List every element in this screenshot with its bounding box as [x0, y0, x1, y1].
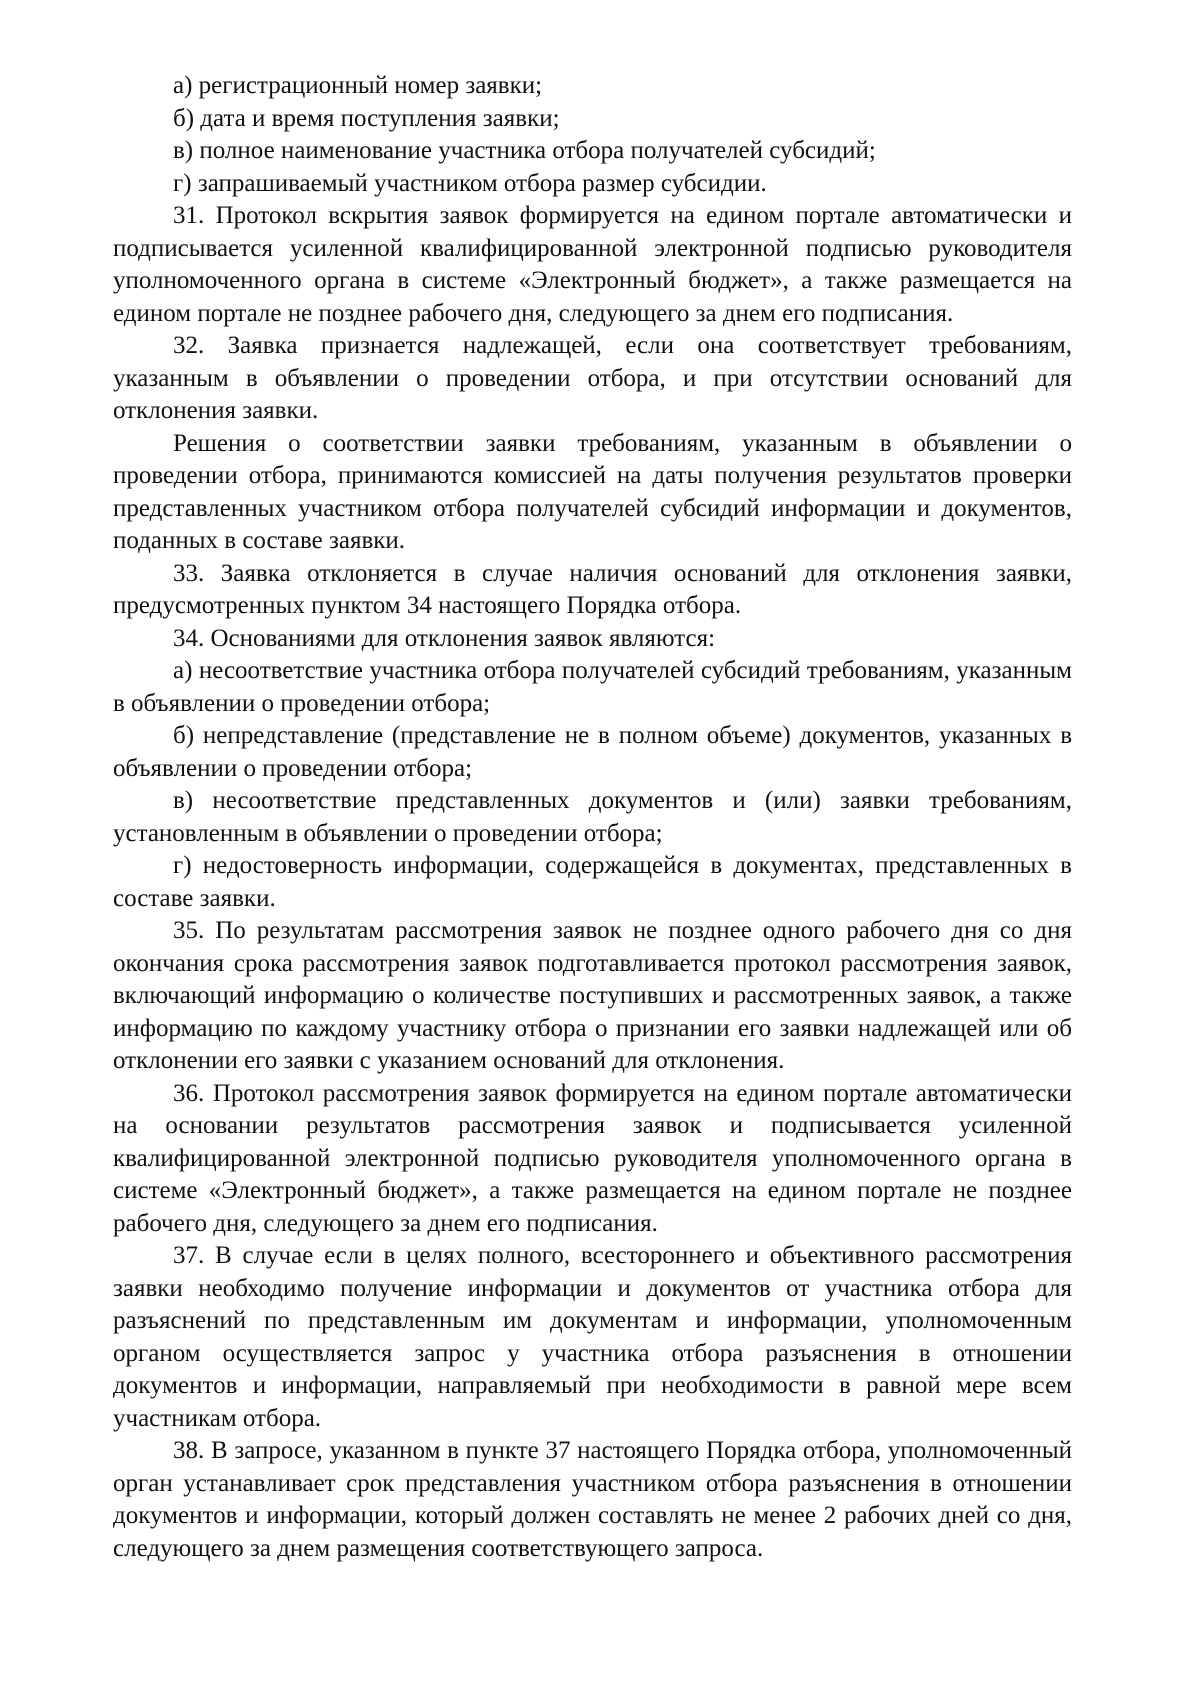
clause-35: 35. По результатам рассмотрения заявок не позднее одного рабочего дня со дня окончания срока рассмотрения заявок подготавливается протокол рассмотрения заявок, включающий информацию о количестве поступивших и рассмотренных заявок, а также информацию по каждому участнику отбора о признании его заявки надлежащей или об отклонении его заявки с указанием оснований для отклонения. [113, 917, 1072, 1074]
clause-37: 37. В случае если в целях полного, всестороннего и объективного рассмотрения заявки необходимо получение информации и документов от участника отбора для разъяснений по представленным им документам и информации, уполномоченным органом осуществляется запрос у участника отбора разъяснения в отношении документов и информации, направляемый при необходимости в равной мере всем участникам отбора. [113, 1242, 1072, 1432]
clause-34-item-v: в) несоответствие представленных документов и (или) заявки требованиям, установленным в объявлении о проведении отбора; [113, 787, 1072, 847]
list-item-a-registration-number: а) регистрационный номер заявки; [173, 72, 543, 99]
document-body [113, 70, 1072, 1565]
clause-34-item-a: а) несоответствие участника отбора получателей субсидий требованиям, указанным в объявлении о проведении отбора; [113, 657, 1072, 717]
list-item-b-date-time: б) дата и время поступления заявки; [173, 104, 560, 132]
clause-32: 32. Заявка признается надлежащей, если она соответствует требованиям, указанным в объявлении о проведении отбора, и при отсутствии оснований для отклонения заявки. [113, 332, 1072, 424]
clause-36: 36. Протокол рассмотрения заявок формируется на едином портале автоматически на основании результатов рассмотрения заявок и подписывается усиленной квалифицированной электронной подписью руководителя уполномоченного органа в системе «Электронный бюджет», а также размещается на едином портале не позднее рабочего дня, следующего за днем его подписания. [113, 1079, 1072, 1237]
list-item-g-subsidy-amount: г) запрашиваемый участником отбора размер субсидии. [173, 169, 767, 197]
clause-31: 31. Протокол вскрытия заявок формируется на едином портале автоматически и подписывается усиленной квалифицированной электронной подписью руководителя уполномоченного органа в системе «Электронный бюджет», а также размещается на едином портале не позднее рабочего дня, следующего за днем его подписания. [113, 202, 1072, 327]
clause-33: 33. Заявка отклоняется в случае наличия оснований для отклонения заявки, предусмотренных пунктом 34 настоящего Порядка отбора. [113, 559, 1072, 619]
list-item-v-full-name: в) полное наименование участника отбора получателей субсидий; [173, 137, 876, 164]
clause-34-item-g: г) недостоверность информации, содержащейся в документах, представленных в составе заявки. [113, 852, 1072, 912]
clause-34: 34. Основаниями для отклонения заявок являются: [173, 624, 716, 652]
clause-38: 38. В запросе, указанном в пункте 37 настоящего Порядка отбора, уполномоченный орган устанавливает срок представления участником отбора разъяснения в отношении документов и информации, который должен составлять не менее 2 рабочих дней со дня, следующего за днем размещения соответствующего запроса. [113, 1437, 1072, 1562]
clause-34-item-b: б) непредставление (представление не в полном объеме) документов, указанных в объявлении о проведении отбора; [113, 722, 1072, 782]
clause-32-decisions: Решения о соответствии заявки требованиям, указанным в объявлении о проведении отбора, принимаются комиссией на даты получения результатов проверки представленных участником отбора получателей субсидий информации и документов, поданных в составе заявки. [113, 429, 1072, 554]
